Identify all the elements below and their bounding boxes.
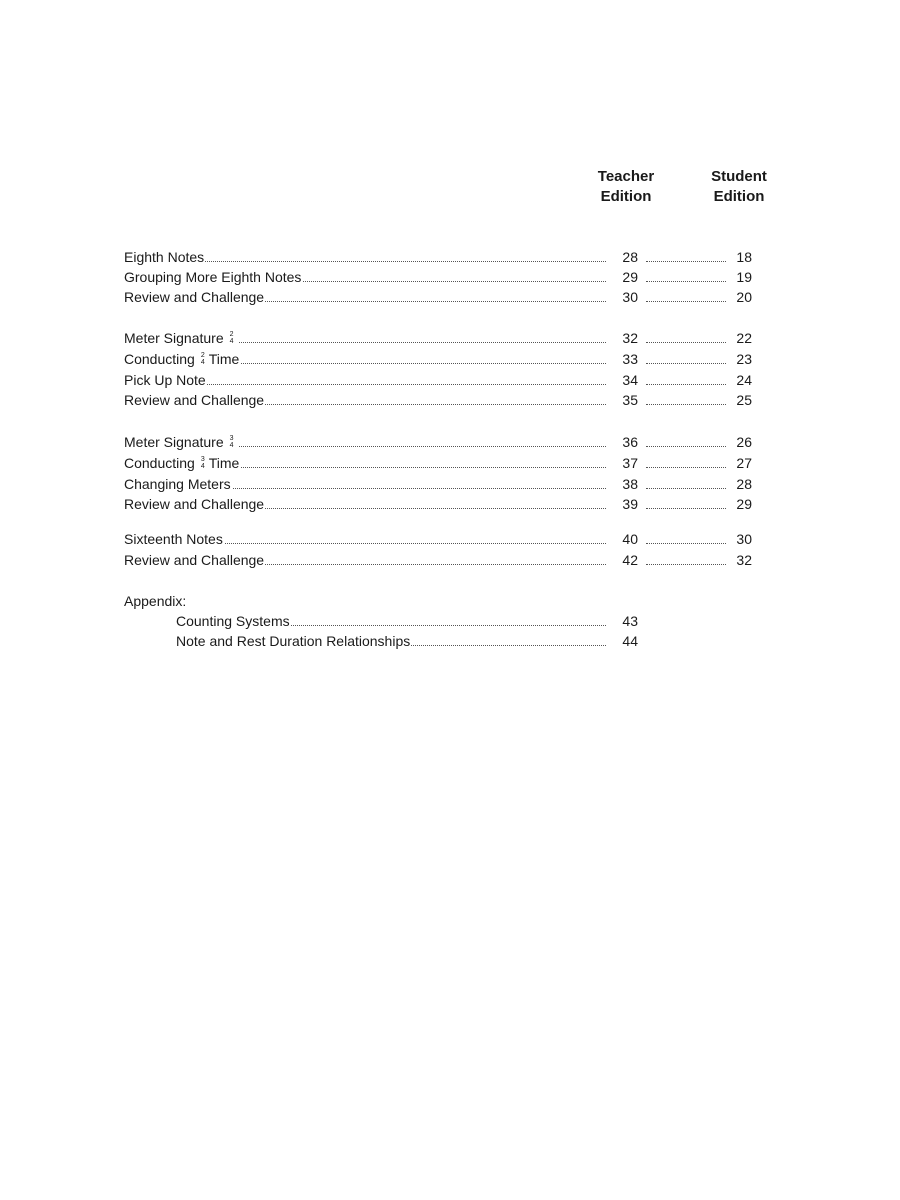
meter-top: 3 <box>229 435 234 443</box>
appendix-label: Appendix: <box>124 593 187 609</box>
student-page-number: 20 <box>736 289 752 305</box>
entry-title-suffix: Time <box>208 455 240 471</box>
teacher-page-number: 39 <box>622 496 638 512</box>
entry-title-text: Meter Signature <box>124 330 224 346</box>
leader-dots-student <box>646 488 726 489</box>
teacher-page-number: 29 <box>622 269 638 285</box>
leader-dots-student <box>646 564 726 565</box>
teacher-page-number: 37 <box>622 455 638 471</box>
leader-dots-student <box>646 404 726 405</box>
entry-title <box>124 550 265 571</box>
entry-title-text: Conducting <box>124 351 195 367</box>
entry-title-text: Sixteenth Notes <box>124 531 223 547</box>
meter-top: 2 <box>229 331 234 339</box>
entry-title-text: Changing Meters <box>124 476 231 492</box>
teacher-page-number: 42 <box>622 552 638 568</box>
student-page-number: 29 <box>736 496 752 512</box>
leader-dots-student <box>646 342 726 343</box>
entry-title <box>124 247 205 268</box>
student-page-number: 32 <box>736 552 752 568</box>
leader-dots-student <box>646 301 726 302</box>
student-page-number: 22 <box>736 330 752 346</box>
teacher-page-number: 40 <box>622 531 638 547</box>
student-page-number: 30 <box>736 531 752 547</box>
teacher-page-number: 28 <box>622 249 638 265</box>
meter-fraction <box>201 352 205 366</box>
meter-bottom: 4 <box>229 338 234 346</box>
entry-title <box>124 494 265 515</box>
student-page-number: 28 <box>736 476 752 492</box>
entry-title <box>124 267 302 288</box>
leader-dots-student <box>646 384 726 385</box>
entry-title-text: Review and Challenge <box>124 496 265 512</box>
leader-dots-student <box>646 363 726 364</box>
leader-dots-student <box>646 446 726 447</box>
entry-title <box>124 328 239 349</box>
teacher-page-number: 30 <box>622 289 638 305</box>
leader-dots-student <box>646 261 726 262</box>
student-page-number: 24 <box>736 372 752 388</box>
entry-title-text: Grouping More Eighth Notes <box>124 269 302 285</box>
teacher-page-number: 34 <box>622 372 638 388</box>
leader-dots-student <box>646 508 726 509</box>
entry-title-text: Eighth Notes <box>124 249 205 265</box>
student-page-number: 19 <box>736 269 752 285</box>
meter-bottom: 4 <box>200 359 205 367</box>
entry-title <box>124 370 207 391</box>
entry-title-text: Review and Challenge <box>124 289 265 305</box>
teacher-page-number: 44 <box>622 633 638 649</box>
leader-dots-student <box>646 543 726 544</box>
entry-title <box>124 529 224 550</box>
entry-title <box>124 349 240 370</box>
meter-fraction <box>201 456 205 470</box>
teacher-page-number: 32 <box>622 330 638 346</box>
entry-title <box>124 474 232 495</box>
student-page-number: 18 <box>736 249 752 265</box>
entry-title <box>176 611 291 632</box>
meter-top: 3 <box>200 456 205 464</box>
meter-fraction <box>230 331 234 345</box>
teacher-page-number: 35 <box>622 392 638 408</box>
leader-dots-student <box>646 281 726 282</box>
student-page-number: 25 <box>736 392 752 408</box>
student-page-number: 27 <box>736 455 752 471</box>
entry-title-text: Review and Challenge <box>124 552 265 568</box>
teacher-page-number: 36 <box>622 434 638 450</box>
meter-top: 2 <box>200 352 205 360</box>
entry-title-text: Note and Rest Duration Relationships <box>176 633 411 649</box>
entry-title <box>124 287 265 308</box>
teacher-header-line1: Teacher <box>597 168 655 185</box>
entry-title-text: Review and Challenge <box>124 392 265 408</box>
student-edition-header <box>700 167 778 207</box>
entry-title <box>176 631 411 652</box>
entry-title-suffix: Time <box>208 351 240 367</box>
meter-bottom: 4 <box>229 442 234 450</box>
entry-title-text: Counting Systems <box>176 613 290 629</box>
leader-dots-student <box>646 467 726 468</box>
meter-bottom: 4 <box>200 463 205 471</box>
teacher-page-number: 33 <box>622 351 638 367</box>
teacher-page-number: 38 <box>622 476 638 492</box>
entry-title <box>124 432 239 453</box>
student-page-number: 23 <box>736 351 752 367</box>
entry-title-text: Pick Up Note <box>124 372 206 388</box>
student-page-number: 26 <box>736 434 752 450</box>
entry-title <box>124 390 265 411</box>
teacher-page-number: 43 <box>622 613 638 629</box>
entry-title-text: Meter Signature <box>124 434 224 450</box>
student-header-line2: Edition <box>713 188 765 205</box>
entry-title-text: Conducting <box>124 455 195 471</box>
student-header-line1: Student <box>711 168 767 185</box>
teacher-edition-header <box>588 167 664 207</box>
entry-title <box>124 453 240 474</box>
meter-fraction <box>230 435 234 449</box>
teacher-header-line2: Edition <box>600 188 652 205</box>
